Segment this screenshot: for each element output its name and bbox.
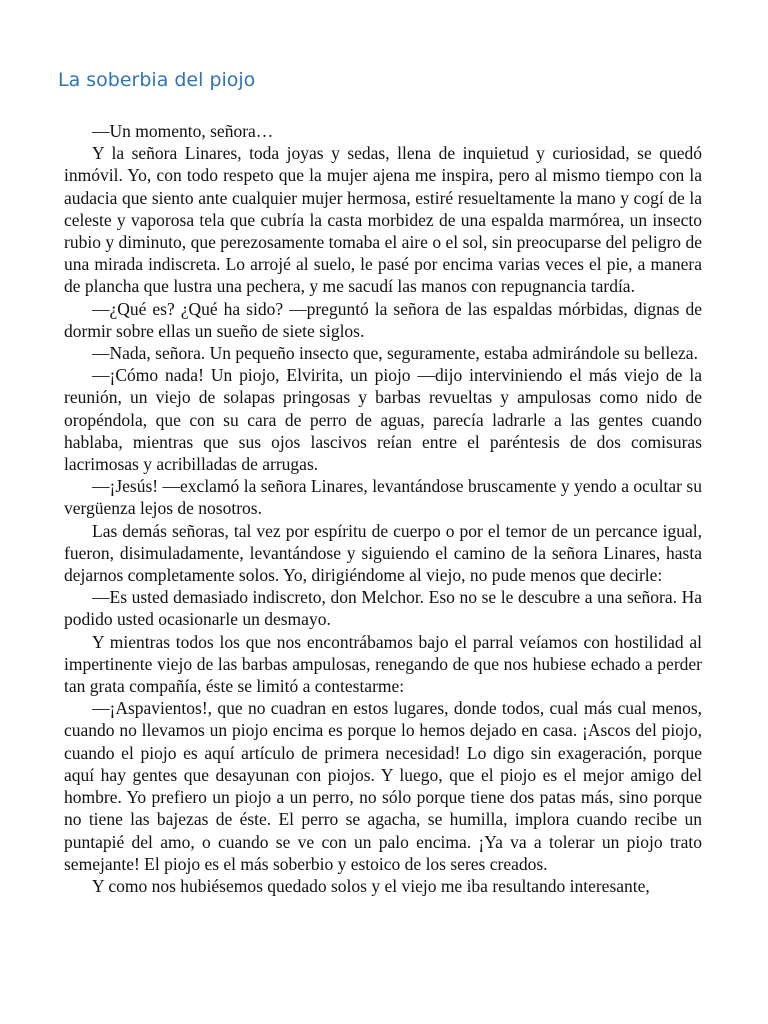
- paragraph-last: Y como nos hubiésemos quedado solos y el viejo me iba resultando interesante,: [92, 875, 650, 896]
- paragraph: —¡Cómo nada! Un piojo, Elvirita, un piojo —dijo interviniendo el más viejo de la reunión, un viejo de solapas pringosas y barbas revueltas y ampulosas como nido de oropéndola, que con su cara de perro de aguas, parecía ladrarle a las gentes cuando hablaba, mientras que sus ojos lascivos reían entre el paréntesis de dos comisuras lacrimosas y acribilladas de arrugas.: [64, 365, 702, 475]
- paragraph: —¡Aspavientos!, que no cuadran en estos lugares, donde todos, cual más cual menos, cuando no llevamos un piojo encima es porque lo hemos dejado en casa. ¡Ascos del piojo, cuando el piojo es aquí artículo de primera necesidad! Lo digo sin exageración, porque aquí hay gentes que desayunan con piojos. Y luego, que el piojo es el mejor amigo del hombre. Yo prefiero un piojo a un perro, no sólo porque tiene dos patas más, sino porque no tiene las bajezas de éste. El perro se agacha, se humilla, implora cuando recibe un puntapié del amo, o cuando se ve con un palo encima. ¡Ya va a tolerar un piojo trato semejante! El piojo es el más soberbio y estoico de los seres creados.: [64, 698, 702, 874]
- document-title: La soberbia del piojo: [58, 69, 256, 91]
- paragraph: Y la señora Linares, toda joyas y sedas, llena de inquietud y curiosidad, se quedó inmóvil. Yo, con todo respeto que la mujer ajena me inspira, pero al mismo tiempo con la audacia que siento ante cualquier mujer hermosa, estiré resueltamente la mano y cogí de la celeste y vaporosa tela que cubría la casta morbidez de una espalda marmórea, un insecto rubio y diminuto, que perezosamente tomaba el aire o el sol, sin preocuparse del peligro de una mirada indiscreta. Lo arrojé al suelo, le pasé por encima varias veces el pie, a manera de plancha que lustra una pechera, y me sacudí las manos con repugnancia tardía.: [64, 143, 702, 297]
- paragraph: Y mientras todos los que nos encontrábamos bajo el parral veíamos con hostilidad al impertinente viejo de las barbas ampulosas, renegando de que nos hubiese echado a perder tan grata compañía, éste se limitó a contestarme:: [64, 631, 702, 697]
- document-body: [64, 120, 702, 897]
- paragraph: —Es usted demasiado indiscreto, don Melchor. Eso no se le descubre a una señora. Ha podido usted ocasionarle un desmayo.: [64, 587, 702, 630]
- paragraph: —¡Jesús! —exclamó la señora Linares, levantándose bruscamente y yendo a ocultar su vergüenza lejos de nosotros.: [64, 476, 702, 519]
- paragraph: —Un momento, señora…: [92, 121, 274, 141]
- paragraph: Las demás señoras, tal vez por espíritu de cuerpo o por el temor de un percance igual, fueron, disimuladamente, levantándose y siguiendo el camino de la señora Linares, hasta dejarnos completamente solos. Yo, dirigiéndome al viejo, no pude menos que decirle:: [64, 520, 702, 586]
- paragraph: —Nada, señora. Un pequeño insecto que, seguramente, estaba admirándole su belleza.: [92, 343, 698, 364]
- paragraph: —¿Qué es? ¿Qué ha sido? —preguntó la señora de las espaldas mórbidas, dignas de dormir sobre ellas un sueño de siete siglos.: [64, 298, 702, 341]
